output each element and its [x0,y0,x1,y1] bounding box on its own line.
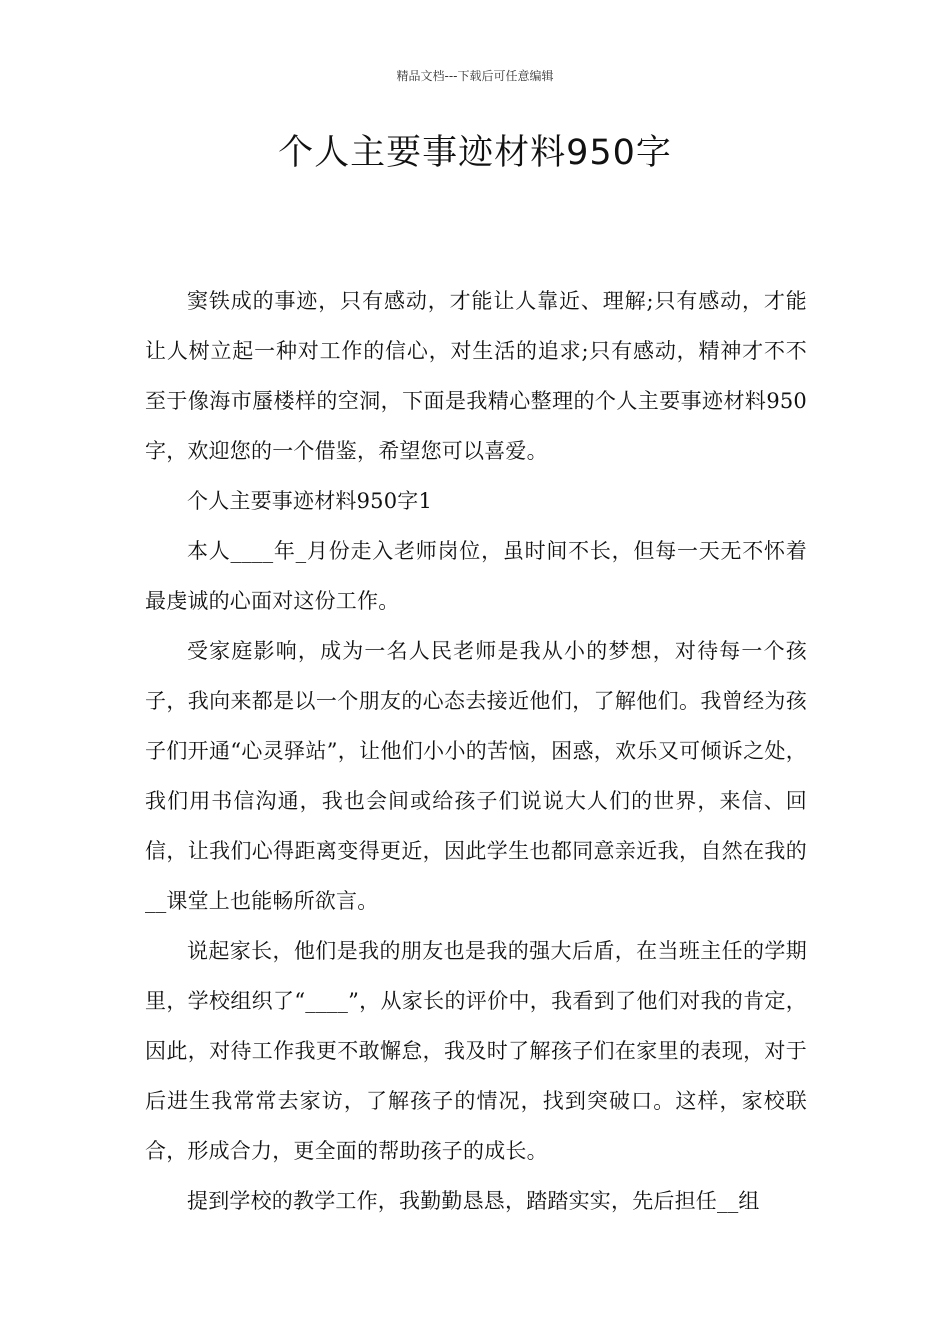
paragraph: 提到学校的教学工作，我勤勤恳恳，踏踏实实，先后担任__组 [187,1189,760,1213]
header-note: 精品文档---下载后可任意编辑 [396,69,554,83]
section-heading: 个人主要事迹材料950字1 [187,489,433,513]
paragraph: 说起家长，他们是我的朋友也是我的强大后盾，在当班主任的学期里，学校组织了“____”，从家长的评价中，我看到了他们对我的肯定，因此，对待工作我更不敢懈怠，我及时了解孩子们在家里的表现，对于后进生我常常去家访，了解孩子的情况，找到突破口。这样，家校联合，形成合力，更全面的帮助孩子的成长。 [145,939,807,1163]
paragraph: 受家庭影响，成为一名人民老师是我从小的梦想，对待每一个孩子，我向来都是以一个朋友的心态去接近他们，了解他们。我曾经为孩子们开通“心灵驿站”，让他们小小的苦恼，困惑，欢乐又可倾诉之处，我们用书信沟通，我也会间或给孩子们说说大人们的世界，来信、回信，让我们心得距离变得更近，因此学生也都同意亲近我，自然在我的__课堂上也能畅所欲言。 [145,639,807,913]
document-title: 个人主要事迹材料950字 [278,133,672,173]
paragraph: 本人____年_月份走入老师岗位，虽时间不长，但每一天无不怀着最虔诚的心面对这份工作。 [145,539,807,613]
paragraph-intro: 窦铁成的事迹，只有感动，才能让人靠近、理解;只有感动，才能让人树立起一种对工作的信心，对生活的追求;只有感动，精神才不不至于像海市蜃楼样的空洞，下面是我精心整理的个人主要事迹材料950字，欢迎您的一个借鉴，希望您可以喜爱。 [145,289,807,463]
document-body [145,276,807,1226]
